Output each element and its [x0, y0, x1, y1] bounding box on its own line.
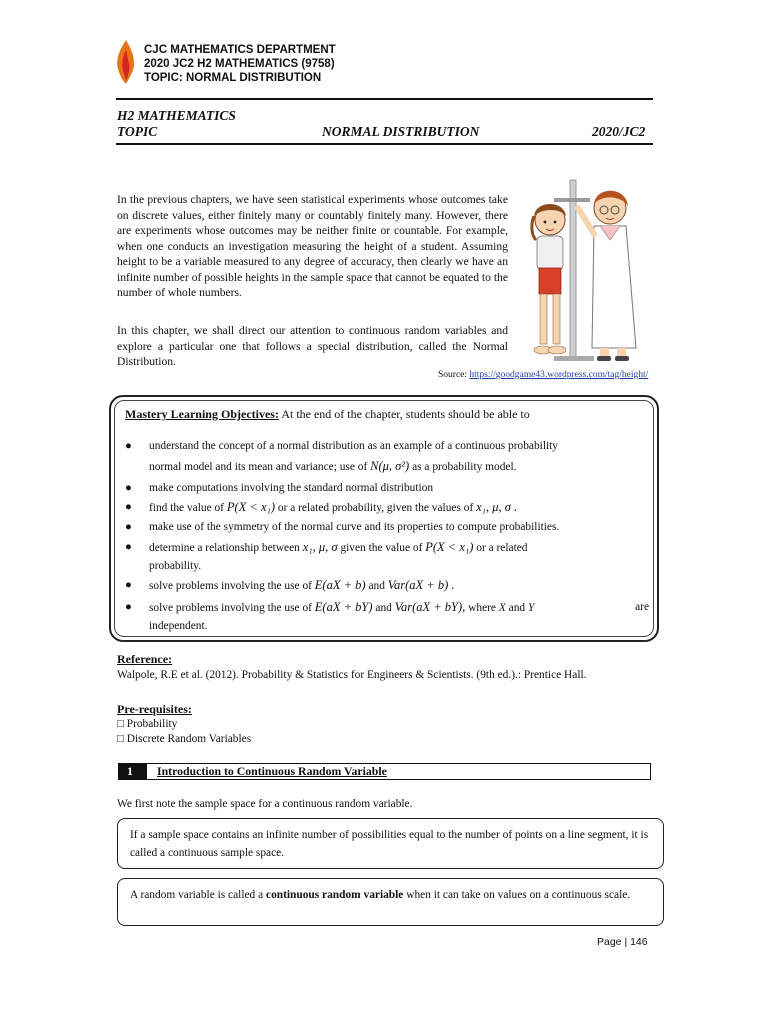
objective-1-line-1: understand the concept of a normal distribution as an example of a continuous probability — [149, 440, 559, 452]
objective-3-text: find the value of P(X < x₁) or a related probability, given the values of x₁, μ, σ . — [149, 500, 518, 514]
mlo-heading: Mastery Learning Objectives: — [125, 407, 279, 421]
bullet-icon: ● — [125, 541, 132, 553]
prereq-heading: Pre-requisites: — [117, 702, 192, 716]
title-top-rule — [116, 98, 653, 100]
objective-7-text: solve problems involving the use of E(aX + bY) and Var(aX + bY), where X and Y are independent. — [149, 600, 649, 632]
body-intro-line: We first note the sample space for a continuous random variable. — [117, 798, 413, 810]
continuous-rv-text: A random variable is called a continuous random variable when it can take on values on a continuous scale. — [130, 889, 631, 901]
year-label: 2020/JC2 — [592, 124, 646, 139]
height-measurement-illustration — [514, 178, 654, 364]
bullet-icon: ● — [125, 579, 132, 591]
section-1-heading — [118, 763, 651, 780]
mlo-heading-row — [125, 407, 530, 422]
continuous-sample-space-text: If a sample space contains an infinite number of possibilities equal to the number of points on a line segment, it is called a continuous sample space. — [130, 829, 649, 859]
topic-name: NORMAL DISTRIBUTION — [322, 124, 480, 139]
intro-paragraph-2: In this chapter, we shall direct our attention to continuous random variables and explore a particular one that follows a special distribution, called the Normal Distribution. — [117, 324, 508, 368]
prereq-item-discrete: □ Discrete Random Variables — [117, 733, 252, 745]
continuous-rv-box — [117, 878, 664, 926]
source-link[interactable]: https://goodgame43.wordpress.com/tag/height/ — [469, 370, 649, 380]
bullet-icon: ● — [125, 482, 132, 494]
bullet-icon: ● — [125, 440, 132, 452]
continuous-sample-space-box — [117, 818, 664, 869]
bullet-icon: ● — [125, 601, 132, 613]
objective-5-text: determine a relationship between x₁, μ, σ given the value of P(X < x₁) or a related probability. — [149, 540, 528, 572]
header-line-3: TOPIC: NORMAL DISTRIBUTION — [144, 72, 322, 84]
section-title: Introduction to Continuous Random Variable — [157, 764, 387, 778]
subject-title: H2 MATHEMATICS — [117, 108, 236, 123]
bullet-icon: ● — [125, 501, 132, 513]
header-line-1: CJC MATHEMATICS DEPARTMENT — [144, 44, 336, 56]
reference-heading: Reference: — [117, 652, 173, 666]
header-line-2: 2020 JC2 H2 MATHEMATICS (9758) — [144, 58, 335, 70]
section-number: 1 — [127, 764, 133, 778]
objective-2-text: make computations involving the standard normal distribution — [149, 482, 434, 494]
source-label: Source: — [438, 370, 468, 380]
objective-6-text: solve problems involving the use of E(aX + b) and Var(aX + b) . — [149, 578, 455, 592]
page-number: Page | 146 — [597, 936, 648, 948]
objective-1-line-2: normal model and its mean and variance; use of N(μ, σ²) as a probability model. — [149, 459, 517, 473]
department-header — [144, 43, 336, 85]
objective-4-text: make use of the symmetry of the normal curve and its properties to compute probabilities. — [149, 521, 560, 533]
reference-text: Walpole, R.E et al. (2012). Probability & Statistics for Engineers & Scientists. (9th ed.).: Prentice Hall. — [117, 669, 587, 681]
topic-label: TOPIC — [117, 124, 158, 139]
section-1-number-cell — [119, 764, 147, 779]
image-source — [438, 370, 648, 380]
continuous-rv-term: continuous random variable — [266, 889, 404, 901]
intro-paragraph-1: In the previous chapters, we have seen statistical experiments whose outcomes take on discrete values, either finitely many or countably finitely many. However, there are experiments whose outcomes may be neither finite or countable. For example, when one conducts an investigation measuring the height of a student. Assuming height to be a variable measured to any degree of accuracy, then clearly we have an infinite number of possible heights in the sample space that cannot be equated to the number of whole numbers. — [117, 193, 508, 299]
prereq-item-probability: □ Probability — [117, 718, 178, 730]
mlo-lead: At the end of the chapter, students should be able to — [281, 407, 530, 421]
title-bottom-rule — [116, 143, 653, 145]
college-logo-icon — [115, 40, 137, 84]
bullet-icon: ● — [125, 521, 132, 533]
